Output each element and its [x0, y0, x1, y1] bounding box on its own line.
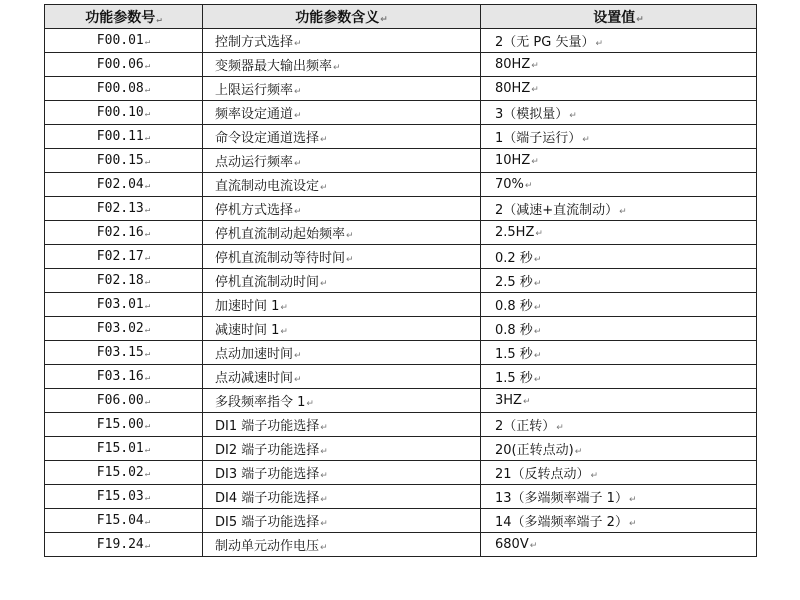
- cell-text: 控制方式选择: [215, 35, 294, 50]
- param-number-cell: [45, 125, 203, 149]
- paragraph-mark-icon: ↵: [320, 543, 328, 553]
- paragraph-mark-icon: ↵: [636, 14, 644, 25]
- cell-text: 2（无 PG 矢量）: [495, 35, 595, 50]
- cell-text: 频率设定通道: [215, 107, 294, 122]
- cell-text: F15.03: [96, 489, 144, 504]
- param-number-cell: [45, 101, 203, 125]
- table-row: [45, 53, 757, 77]
- table-row: [45, 173, 757, 197]
- param-meaning-cell: [203, 533, 481, 557]
- param-meaning-cell: [203, 53, 481, 77]
- cell-text: 10HZ: [495, 153, 531, 168]
- paragraph-mark-icon: ↵: [280, 303, 288, 313]
- param-meaning-cell: [203, 29, 481, 53]
- cell-text: 0.2 秒: [495, 251, 533, 266]
- paragraph-mark-icon: ↵: [144, 469, 151, 479]
- table-row: [45, 509, 757, 533]
- paragraph-mark-icon: ↵: [320, 135, 328, 145]
- table-row: [45, 461, 757, 485]
- param-number-cell: [45, 389, 203, 413]
- parameter-table: [44, 4, 757, 557]
- paragraph-mark-icon: ↵: [595, 39, 603, 49]
- cell-text: DI1 端子功能选择: [215, 419, 320, 434]
- cell-text: 点动加速时间: [215, 347, 294, 362]
- header-label: 设置值: [593, 9, 636, 26]
- cell-text: 1.5 秒: [495, 347, 533, 362]
- cell-text: DI2 端子功能选择: [215, 443, 320, 458]
- table-row: [45, 293, 757, 317]
- cell-text: F19.24: [96, 537, 144, 552]
- paragraph-mark-icon: ↵: [144, 493, 151, 503]
- table-row: [45, 389, 757, 413]
- paragraph-mark-icon: ↵: [533, 375, 542, 385]
- param-number-cell: [45, 533, 203, 557]
- cell-text: 680V: [495, 537, 529, 552]
- cell-text: F00.11: [96, 129, 144, 144]
- paragraph-mark-icon: ↵: [628, 495, 637, 505]
- param-number-cell: [45, 341, 203, 365]
- param-meaning-cell: [203, 389, 481, 413]
- param-number-cell: [45, 221, 203, 245]
- setting-value-cell: [481, 53, 757, 77]
- paragraph-mark-icon: ↵: [144, 205, 151, 215]
- paragraph-mark-icon: ↵: [531, 157, 539, 167]
- cell-text: F02.04: [96, 177, 144, 192]
- cell-text: F02.16: [96, 225, 144, 240]
- table-row: [45, 533, 757, 557]
- paragraph-mark-icon: ↵: [628, 519, 637, 529]
- setting-value-cell: [481, 29, 757, 53]
- paragraph-mark-icon: ↵: [619, 207, 627, 217]
- paragraph-mark-icon: ↵: [531, 85, 539, 95]
- header-param-number: [45, 5, 203, 29]
- param-meaning-cell: [203, 125, 481, 149]
- param-meaning-cell: [203, 485, 481, 509]
- paragraph-mark-icon: ↵: [144, 37, 151, 47]
- table-body: [45, 29, 757, 557]
- paragraph-mark-icon: ↵: [346, 231, 354, 241]
- cell-text: 1（端子运行）: [495, 131, 582, 146]
- cell-text: 上限运行频率: [215, 83, 294, 98]
- setting-value-cell: [481, 125, 757, 149]
- cell-text: 制动单元动作电压: [215, 539, 320, 554]
- setting-value-cell: [481, 293, 757, 317]
- cell-text: 0.8 秒: [495, 323, 533, 338]
- paragraph-mark-icon: ↵: [144, 541, 151, 551]
- paragraph-mark-icon: ↵: [294, 111, 302, 121]
- paragraph-mark-icon: ↵: [380, 14, 388, 25]
- paragraph-mark-icon: ↵: [320, 447, 328, 457]
- setting-value-cell: [481, 77, 757, 101]
- paragraph-mark-icon: ↵: [320, 471, 328, 481]
- paragraph-mark-icon: ↵: [320, 183, 328, 193]
- paragraph-mark-icon: ↵: [144, 325, 151, 335]
- paragraph-mark-icon: ↵: [144, 229, 151, 239]
- paragraph-mark-icon: ↵: [556, 423, 564, 433]
- paragraph-mark-icon: ↵: [333, 63, 341, 73]
- param-meaning-cell: [203, 245, 481, 269]
- paragraph-mark-icon: ↵: [569, 111, 577, 121]
- cell-text: 停机方式选择: [215, 203, 294, 218]
- cell-text: 停机直流制动时间: [215, 275, 320, 290]
- cell-text: 2.5 秒: [495, 275, 533, 290]
- paragraph-mark-icon: ↵: [590, 471, 599, 481]
- table-row: [45, 317, 757, 341]
- cell-text: F15.00: [96, 417, 144, 432]
- cell-text: F00.15: [96, 153, 144, 168]
- param-number-cell: [45, 293, 203, 317]
- paragraph-mark-icon: ↵: [156, 14, 162, 25]
- param-number-cell: [45, 77, 203, 101]
- cell-text: F00.08: [96, 81, 144, 96]
- paragraph-mark-icon: ↵: [144, 373, 151, 383]
- cell-text: 2（正转）: [495, 419, 556, 434]
- paragraph-mark-icon: ↵: [529, 541, 538, 551]
- paragraph-mark-icon: ↵: [533, 351, 542, 361]
- paragraph-mark-icon: ↵: [294, 207, 302, 217]
- paragraph-mark-icon: ↵: [144, 157, 151, 167]
- paragraph-mark-icon: ↵: [144, 133, 151, 143]
- table-row: [45, 29, 757, 53]
- paragraph-mark-icon: ↵: [533, 303, 542, 313]
- paragraph-mark-icon: ↵: [144, 85, 151, 95]
- paragraph-mark-icon: ↵: [294, 87, 302, 97]
- setting-value-cell: [481, 149, 757, 173]
- setting-value-cell: [481, 101, 757, 125]
- paragraph-mark-icon: ↵: [320, 423, 328, 433]
- paragraph-mark-icon: ↵: [144, 61, 151, 71]
- cell-text: F03.15: [96, 345, 144, 360]
- cell-text: 变频器最大输出频率: [215, 59, 333, 74]
- setting-value-cell: [481, 485, 757, 509]
- cell-text: F15.01: [96, 441, 144, 456]
- setting-value-cell: [481, 221, 757, 245]
- paragraph-mark-icon: ↵: [144, 397, 151, 407]
- setting-value-cell: [481, 317, 757, 341]
- cell-text: F03.01: [96, 297, 144, 312]
- paragraph-mark-icon: ↵: [144, 109, 151, 119]
- paragraph-mark-icon: ↵: [533, 255, 542, 265]
- paragraph-mark-icon: ↵: [144, 517, 151, 527]
- cell-text: F02.18: [96, 273, 144, 288]
- cell-text: F00.01: [96, 33, 144, 48]
- table-row: [45, 101, 757, 125]
- paragraph-mark-icon: ↵: [320, 279, 328, 289]
- paragraph-mark-icon: ↵: [533, 327, 542, 337]
- setting-value-cell: [481, 341, 757, 365]
- param-meaning-cell: [203, 365, 481, 389]
- param-meaning-cell: [203, 341, 481, 365]
- paragraph-mark-icon: ↵: [144, 277, 151, 287]
- cell-text: 70%: [495, 177, 524, 192]
- paragraph-mark-icon: ↵: [144, 301, 151, 311]
- table-row: [45, 269, 757, 293]
- param-number-cell: [45, 461, 203, 485]
- table-row: [45, 197, 757, 221]
- paragraph-mark-icon: ↵: [294, 39, 302, 49]
- param-number-cell: [45, 317, 203, 341]
- cell-text: DI5 端子功能选择: [215, 515, 320, 530]
- paragraph-mark-icon: ↵: [524, 181, 533, 191]
- param-number-cell: [45, 245, 203, 269]
- param-meaning-cell: [203, 269, 481, 293]
- setting-value-cell: [481, 533, 757, 557]
- cell-text: 直流制动电流设定: [215, 179, 320, 194]
- setting-value-cell: [481, 245, 757, 269]
- setting-value-cell: [481, 269, 757, 293]
- param-number-cell: [45, 173, 203, 197]
- cell-text: 3HZ: [495, 393, 522, 408]
- header-setting-value: [481, 5, 757, 29]
- paragraph-mark-icon: ↵: [144, 349, 151, 359]
- cell-text: 1.5 秒: [495, 371, 533, 386]
- param-number-cell: [45, 29, 203, 53]
- cell-text: F00.10: [96, 105, 144, 120]
- param-number-cell: [45, 269, 203, 293]
- paragraph-mark-icon: ↵: [320, 519, 328, 529]
- param-meaning-cell: [203, 317, 481, 341]
- param-meaning-cell: [203, 221, 481, 245]
- table-header-row: [45, 5, 757, 29]
- cell-text: 13（多端频率端子 1）: [495, 491, 628, 506]
- header-param-meaning: [203, 5, 481, 29]
- param-number-cell: [45, 509, 203, 533]
- setting-value-cell: [481, 461, 757, 485]
- cell-text: DI3 端子功能选择: [215, 467, 320, 482]
- header-label: 功能参数含义: [295, 9, 380, 26]
- header-label: 功能参数号: [85, 9, 156, 26]
- param-meaning-cell: [203, 413, 481, 437]
- setting-value-cell: [481, 509, 757, 533]
- cell-text: 2（减速+直流制动）: [495, 203, 619, 218]
- paragraph-mark-icon: ↵: [535, 229, 543, 239]
- paragraph-mark-icon: ↵: [294, 375, 302, 385]
- param-number-cell: [45, 197, 203, 221]
- table-row: [45, 437, 757, 461]
- cell-text: F00.06: [96, 57, 144, 72]
- param-number-cell: [45, 53, 203, 77]
- cell-text: 3（模拟量）: [495, 107, 569, 122]
- paragraph-mark-icon: ↵: [306, 399, 314, 409]
- param-meaning-cell: [203, 437, 481, 461]
- cell-text: 加速时间 1: [215, 299, 280, 314]
- paragraph-mark-icon: ↵: [144, 181, 151, 191]
- cell-text: 14（多端频率端子 2）: [495, 515, 628, 530]
- paragraph-mark-icon: ↵: [280, 327, 288, 337]
- table-row: [45, 125, 757, 149]
- cell-text: F02.13: [96, 201, 144, 216]
- paragraph-mark-icon: ↵: [294, 351, 302, 361]
- table-row: [45, 413, 757, 437]
- paragraph-mark-icon: ↵: [522, 397, 531, 407]
- setting-value-cell: [481, 437, 757, 461]
- paragraph-mark-icon: ↵: [533, 279, 542, 289]
- cell-text: 减速时间 1: [215, 323, 280, 338]
- param-number-cell: [45, 437, 203, 461]
- cell-text: 多段频率指令 1: [215, 395, 306, 410]
- cell-text: F02.17: [96, 249, 144, 264]
- cell-text: 点动运行频率: [215, 155, 294, 170]
- table-row: [45, 77, 757, 101]
- cell-text: 2.5HZ: [495, 225, 535, 240]
- cell-text: 停机直流制动等待时间: [215, 251, 346, 266]
- setting-value-cell: [481, 413, 757, 437]
- param-meaning-cell: [203, 77, 481, 101]
- paragraph-mark-icon: ↵: [582, 135, 590, 145]
- paragraph-mark-icon: ↵: [144, 445, 151, 455]
- cell-text: 0.8 秒: [495, 299, 533, 314]
- setting-value-cell: [481, 197, 757, 221]
- param-meaning-cell: [203, 293, 481, 317]
- paragraph-mark-icon: ↵: [320, 495, 328, 505]
- table-row: [45, 485, 757, 509]
- param-number-cell: [45, 413, 203, 437]
- paragraph-mark-icon: ↵: [144, 253, 151, 263]
- param-meaning-cell: [203, 197, 481, 221]
- param-meaning-cell: [203, 101, 481, 125]
- table-row: [45, 221, 757, 245]
- param-number-cell: [45, 365, 203, 389]
- cell-text: 21（反转点动）: [495, 467, 590, 482]
- table-row: [45, 245, 757, 269]
- setting-value-cell: [481, 365, 757, 389]
- setting-value-cell: [481, 389, 757, 413]
- cell-text: 点动减速时间: [215, 371, 294, 386]
- param-number-cell: [45, 485, 203, 509]
- param-number-cell: [45, 149, 203, 173]
- cell-text: F15.04: [96, 513, 144, 528]
- cell-text: 20(正转点动): [495, 443, 574, 458]
- param-meaning-cell: [203, 149, 481, 173]
- paragraph-mark-icon: ↵: [531, 61, 539, 71]
- param-meaning-cell: [203, 461, 481, 485]
- table-row: [45, 365, 757, 389]
- cell-text: F15.02: [96, 465, 144, 480]
- param-meaning-cell: [203, 509, 481, 533]
- param-meaning-cell: [203, 173, 481, 197]
- paragraph-mark-icon: ↵: [294, 159, 302, 169]
- cell-text: 命令设定通道选择: [215, 131, 320, 146]
- table-row: [45, 149, 757, 173]
- cell-text: 停机直流制动起始频率: [215, 227, 346, 242]
- cell-text: 80HZ: [495, 57, 531, 72]
- paragraph-mark-icon: ↵: [346, 255, 354, 265]
- cell-text: F03.02: [96, 321, 144, 336]
- table-row: [45, 341, 757, 365]
- paragraph-mark-icon: ↵: [144, 421, 151, 431]
- paragraph-mark-icon: ↵: [574, 447, 583, 457]
- cell-text: F06.00: [96, 393, 144, 408]
- cell-text: DI4 端子功能选择: [215, 491, 320, 506]
- cell-text: F03.16: [96, 369, 144, 384]
- cell-text: 80HZ: [495, 81, 531, 96]
- setting-value-cell: [481, 173, 757, 197]
